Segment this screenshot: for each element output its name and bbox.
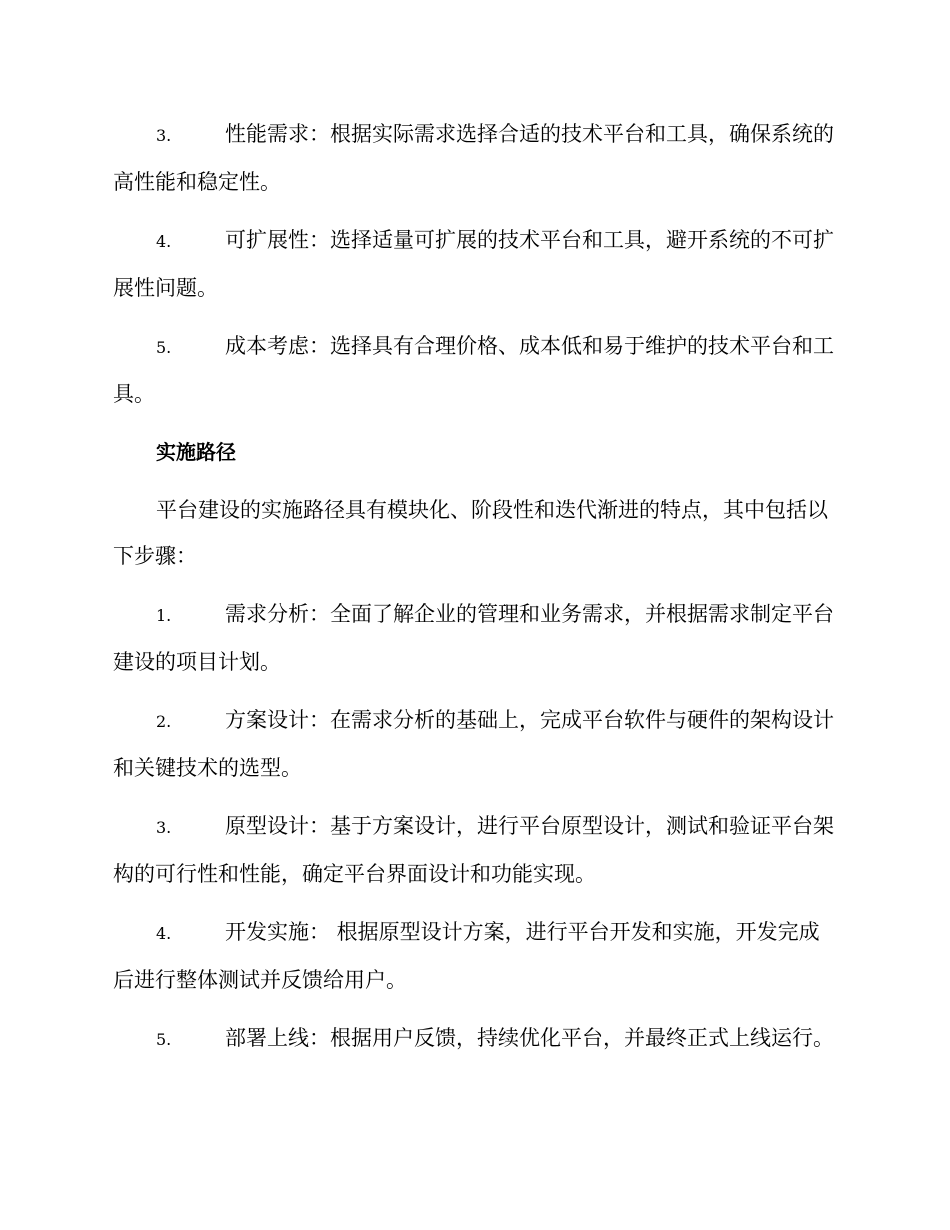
list-item (113, 323, 840, 417)
list-text: 开发实施： 根据原型设计方案，进行平台开发和实施，开发完成后进行整体测试并反馈给用户。 (113, 920, 820, 992)
list-item (113, 1015, 840, 1063)
list-item (113, 909, 840, 1003)
document-page (113, 111, 840, 1075)
list-number: 4. (156, 924, 172, 943)
list-text: 部署上线：根据用户反馈，持续优化平台，并最终正式上线运行。 (225, 1026, 834, 1050)
list-number: 2. (156, 712, 172, 731)
list-text: 原型设计：基于方案设计，进行平台原型设计，测试和验证平台架构的可行性和性能，确定平台界面设计和功能实现。 (113, 814, 834, 886)
list-text: 成本考虑：选择具有合理价格、成本低和易于维护的技术平台和工具。 (113, 334, 834, 406)
list-number: 1. (156, 606, 172, 625)
list-item (113, 803, 840, 897)
list-text: 方案设计：在需求分析的基础上，完成平台软件与硬件的架构设计和关键技术的选型。 (113, 708, 834, 780)
list-text: 性能需求：根据实际需求选择合适的技术平台和工具，确保系统的高性能和稳定性。 (113, 122, 834, 194)
list-item (113, 217, 840, 311)
list-number: 5. (156, 338, 172, 357)
list-item (113, 111, 840, 205)
list-number: 3. (156, 818, 172, 837)
list-text: 需求分析：全面了解企业的管理和业务需求，并根据需求制定平台建设的项目计划。 (113, 602, 834, 674)
section-intro: 平台建设的实施路径具有模块化、阶段性和迭代渐进的特点，其中包括以下步骤： (113, 498, 828, 568)
list-number: 4. (156, 232, 172, 251)
list-number: 3. (156, 126, 172, 145)
section-heading: 实施路径 (156, 440, 236, 464)
list-number: 5. (156, 1030, 172, 1049)
list-text: 可扩展性：选择适量可扩展的技术平台和工具，避开系统的不可扩展性问题。 (113, 228, 834, 300)
list-item (113, 591, 840, 685)
list-item (113, 697, 840, 791)
